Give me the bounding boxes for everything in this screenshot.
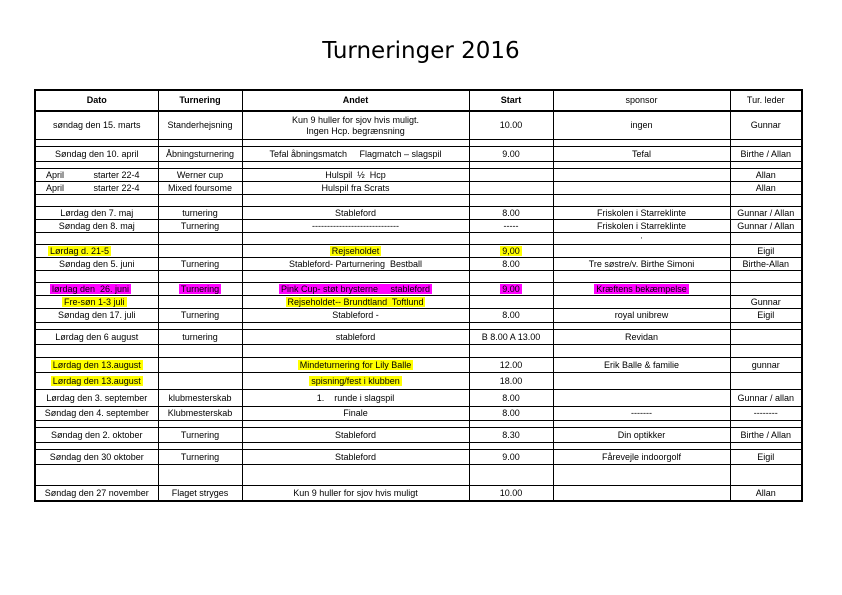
cell-andet: 1. runde i slagspil bbox=[242, 390, 469, 407]
cell-sponsor bbox=[553, 296, 730, 309]
cell-sponsor: royal unibrew bbox=[553, 309, 730, 323]
table-row bbox=[35, 309, 802, 323]
cell-andet bbox=[242, 245, 469, 258]
cell-dato: Søndag den 30 oktober bbox=[35, 450, 158, 465]
cell-andet: ----------------------------- bbox=[242, 220, 469, 233]
cell-andet-text: Rejseholdet-- Brundtland Toftlund bbox=[287, 296, 424, 307]
cell-andet-text: Rejseholdet bbox=[331, 245, 380, 256]
cell-dato: Lørdag den 7. maj bbox=[35, 207, 158, 220]
cell-turnering: Turnering bbox=[158, 450, 242, 465]
cell-andet: Stableford bbox=[242, 428, 469, 443]
cell-andet: Stableford - bbox=[242, 309, 469, 323]
cell-leder: Allan bbox=[730, 169, 802, 182]
cell-leder: Allan bbox=[730, 182, 802, 195]
spacer-row bbox=[35, 345, 802, 358]
cell-sponsor: Tefal bbox=[553, 147, 730, 162]
cell-turnering: klubmesterskab bbox=[158, 390, 242, 407]
cell-andet-text: Mindeturnering for Lily Balle bbox=[299, 359, 412, 370]
cell-dato-text: lørdag den 26. juni bbox=[52, 283, 130, 294]
cell-start: 8.00 bbox=[469, 207, 553, 220]
cell-dato: Søndag den 17. juli bbox=[35, 309, 158, 323]
cell-dato bbox=[35, 283, 158, 296]
cell-start: 9.00 bbox=[469, 147, 553, 162]
cell-leder: Allan bbox=[730, 486, 802, 502]
cell-start: 10.00 bbox=[469, 486, 553, 502]
cell-start-text: 9.00 bbox=[502, 283, 520, 294]
cell-dato: Søndag den 8. maj bbox=[35, 220, 158, 233]
cell-dato-text: Lørdag d. 21-5 bbox=[50, 245, 110, 256]
cell-dato: Søndag den 10. april bbox=[35, 147, 158, 162]
cell-start: 8.00 bbox=[469, 407, 553, 421]
spacer-row bbox=[35, 465, 802, 486]
cell-andet bbox=[242, 111, 469, 140]
cell-dato-text: Lørdag den 13.august bbox=[52, 375, 141, 386]
cell-sponsor: ingen bbox=[553, 111, 730, 140]
table-row bbox=[35, 330, 802, 345]
cell-dato bbox=[35, 169, 158, 182]
cell-dato bbox=[35, 358, 158, 373]
cell-andet: Stableford bbox=[242, 450, 469, 465]
cell-turnering: Mixed foursome bbox=[158, 182, 242, 195]
cell-turnering bbox=[158, 296, 242, 309]
cell-turnering: Klubmesterskab bbox=[158, 407, 242, 421]
cell-andet: Stableford- Parturnering Bestball bbox=[242, 258, 469, 271]
cell-leder: Gunnar / Allan bbox=[730, 220, 802, 233]
cell-leder: Gunnar / allan bbox=[730, 390, 802, 407]
table-row bbox=[35, 390, 802, 407]
cell-andet bbox=[242, 373, 469, 390]
header-row bbox=[35, 90, 802, 111]
cell-dato: Søndag den 4. september bbox=[35, 407, 158, 421]
cell-leder bbox=[730, 373, 802, 390]
cell-andet bbox=[242, 296, 469, 309]
cell-leder: Gunnar / Allan bbox=[730, 207, 802, 220]
cell-start: 8.00 bbox=[469, 390, 553, 407]
cell-start: 8.30 bbox=[469, 428, 553, 443]
cell-turnering: Turnering bbox=[158, 220, 242, 233]
cell-sponsor bbox=[553, 373, 730, 390]
cell-sponsor bbox=[553, 390, 730, 407]
cell-start bbox=[469, 169, 553, 182]
table-row bbox=[35, 207, 802, 220]
table-row bbox=[35, 147, 802, 162]
cell-start: B 8.00 A 13.00 bbox=[469, 330, 553, 345]
cell-dato bbox=[35, 296, 158, 309]
table-row bbox=[35, 220, 802, 233]
cell-sponsor: Friskolen i Starreklinte bbox=[553, 207, 730, 220]
table-row bbox=[35, 283, 802, 296]
cell-start: 8.00 bbox=[469, 309, 553, 323]
cell-sponsor: Friskolen i Starreklinte bbox=[553, 220, 730, 233]
cell-dato: søndag den 15. marts bbox=[35, 111, 158, 140]
table-row bbox=[35, 258, 802, 271]
page-title: Turneringer 2016 bbox=[322, 38, 520, 64]
cell-andet: Finale bbox=[242, 407, 469, 421]
cell-leder: Eigil bbox=[730, 245, 802, 258]
cell-turnering bbox=[158, 358, 242, 373]
cell-dato-text: Fre-søn 1-3 juli bbox=[64, 296, 125, 307]
cell-sponsor: Din optikker bbox=[553, 428, 730, 443]
cell-andet: stableford bbox=[242, 330, 469, 345]
cell-dato-start: starter 22-4 bbox=[93, 169, 140, 180]
cell-turnering: Turnering bbox=[158, 309, 242, 323]
cell-leder: Eigil bbox=[730, 450, 802, 465]
col-header-dato: Dato bbox=[35, 90, 158, 111]
cell-dato: Søndag den 5. juni bbox=[35, 258, 158, 271]
cell-dato bbox=[35, 182, 158, 195]
spacer-row bbox=[35, 233, 802, 245]
table-row bbox=[35, 373, 802, 390]
cell-sponsor bbox=[553, 245, 730, 258]
cell-turnering: Turnering bbox=[158, 258, 242, 271]
cell-leder: gunnar bbox=[730, 358, 802, 373]
spacer-row bbox=[35, 140, 802, 147]
cell-turnering: Åbningsturnering bbox=[158, 147, 242, 162]
table-row bbox=[35, 182, 802, 195]
table-row bbox=[35, 358, 802, 373]
cell-sponsor: Erik Balle & familie bbox=[553, 358, 730, 373]
cell-dato bbox=[35, 373, 158, 390]
cell-andet: Hulspil ½ Hcp bbox=[242, 169, 469, 182]
cell-start: 8.00 bbox=[469, 258, 553, 271]
cell-start: 10.00 bbox=[469, 111, 553, 140]
cell-dato-month: April bbox=[46, 169, 65, 180]
cell-dato: Søndag den 2. oktober bbox=[35, 428, 158, 443]
cell-sponsor: ------- bbox=[553, 407, 730, 421]
col-header-start: Start bbox=[469, 90, 553, 111]
cell-andet-line2: Ingen Hcp. begrænsning bbox=[306, 125, 405, 136]
cell-andet-text: Pink Cup- støt brysterne stableford bbox=[280, 283, 431, 294]
cell-sponsor bbox=[553, 182, 730, 195]
cell-andet: Stableford bbox=[242, 207, 469, 220]
col-header-turnering: Turnering bbox=[158, 90, 242, 111]
cell-dato-month: April bbox=[46, 182, 65, 193]
cell-turnering: Turnering bbox=[158, 428, 242, 443]
cell-sponsor bbox=[553, 486, 730, 502]
cell-sponsor: Revidan bbox=[553, 330, 730, 345]
spacer-row bbox=[35, 443, 802, 450]
cell-sponsor bbox=[553, 169, 730, 182]
cell-leder bbox=[730, 330, 802, 345]
cell-leder: Birthe-Allan bbox=[730, 258, 802, 271]
cell-sponsor-text: Kræftens bekæmpelse bbox=[596, 283, 687, 294]
cell-dato: Lørdag den 3. september bbox=[35, 390, 158, 407]
cell-andet bbox=[242, 283, 469, 296]
cell-turnering: Flaget stryges bbox=[158, 486, 242, 502]
table-row bbox=[35, 111, 802, 140]
cell-start: 12.00 bbox=[469, 358, 553, 373]
cell-leder: -------- bbox=[730, 407, 802, 421]
cell-leder: Birthe / Allan bbox=[730, 428, 802, 443]
cell-turnering: turnering bbox=[158, 330, 242, 345]
cell-leder: Birthe / Allan bbox=[730, 147, 802, 162]
cell-start bbox=[469, 283, 553, 296]
cell-start bbox=[469, 296, 553, 309]
table-row bbox=[35, 450, 802, 465]
cell-dato: Lørdag den 6 august bbox=[35, 330, 158, 345]
cell-leder: Gunnar bbox=[730, 111, 802, 140]
cell-start-text: 9,00 bbox=[502, 245, 520, 256]
spacer-row bbox=[35, 271, 802, 283]
spacer-row bbox=[35, 323, 802, 330]
cell-turnering: Werner cup bbox=[158, 169, 242, 182]
spacer-row bbox=[35, 421, 802, 428]
cell-turnering bbox=[158, 373, 242, 390]
tournament-table bbox=[34, 89, 803, 502]
cell-sponsor: Tre søstre/v. Birthe Simoni bbox=[553, 258, 730, 271]
cell-turnering: Standerhejsning bbox=[158, 111, 242, 140]
cell-dato: Søndag den 27 november bbox=[35, 486, 158, 502]
table-row bbox=[35, 296, 802, 309]
table-row bbox=[35, 407, 802, 421]
col-header-sponsor: sponsor bbox=[553, 90, 730, 111]
cell-start: 9.00 bbox=[469, 450, 553, 465]
cell-andet: Kun 9 huller for sjov hvis muligt bbox=[242, 486, 469, 502]
cell-turnering: turnering bbox=[158, 207, 242, 220]
table-row bbox=[35, 428, 802, 443]
cell-andet-line1: Kun 9 huller for sjov hvis muligt. bbox=[291, 114, 420, 125]
col-header-leder: Tur. leder bbox=[730, 90, 802, 111]
cell-start bbox=[469, 182, 553, 195]
cell-start: ----- bbox=[469, 220, 553, 233]
cell-turnering bbox=[158, 245, 242, 258]
cell-start bbox=[469, 245, 553, 258]
cell-andet: Tefal åbningsmatch Flagmatch – slagspil bbox=[242, 147, 469, 162]
cell-sponsor bbox=[553, 283, 730, 296]
cell-andet-text: spisning/fest i klubben bbox=[311, 375, 400, 386]
table-row bbox=[35, 245, 802, 258]
cell-andet: Hulspil fra Scrats bbox=[242, 182, 469, 195]
cell-dato-text: Lørdag den 13.august bbox=[52, 359, 141, 370]
cell-leder bbox=[730, 283, 802, 296]
col-header-andet: Andet bbox=[242, 90, 469, 111]
spacer-row bbox=[35, 162, 802, 169]
cell-start: 18.00 bbox=[469, 373, 553, 390]
spacer-row bbox=[35, 195, 802, 207]
table-row bbox=[35, 169, 802, 182]
cell-sponsor: , bbox=[553, 233, 730, 245]
cell-dato-start: starter 22-4 bbox=[93, 182, 140, 193]
table-row bbox=[35, 486, 802, 502]
cell-turnering bbox=[158, 283, 242, 296]
cell-leder: Eigil bbox=[730, 309, 802, 323]
cell-andet bbox=[242, 358, 469, 373]
cell-dato bbox=[35, 245, 158, 258]
cell-turnering-text: Turnering bbox=[180, 283, 220, 294]
cell-sponsor: Fårevejle indoorgolf bbox=[553, 450, 730, 465]
cell-leder: Gunnar bbox=[730, 296, 802, 309]
